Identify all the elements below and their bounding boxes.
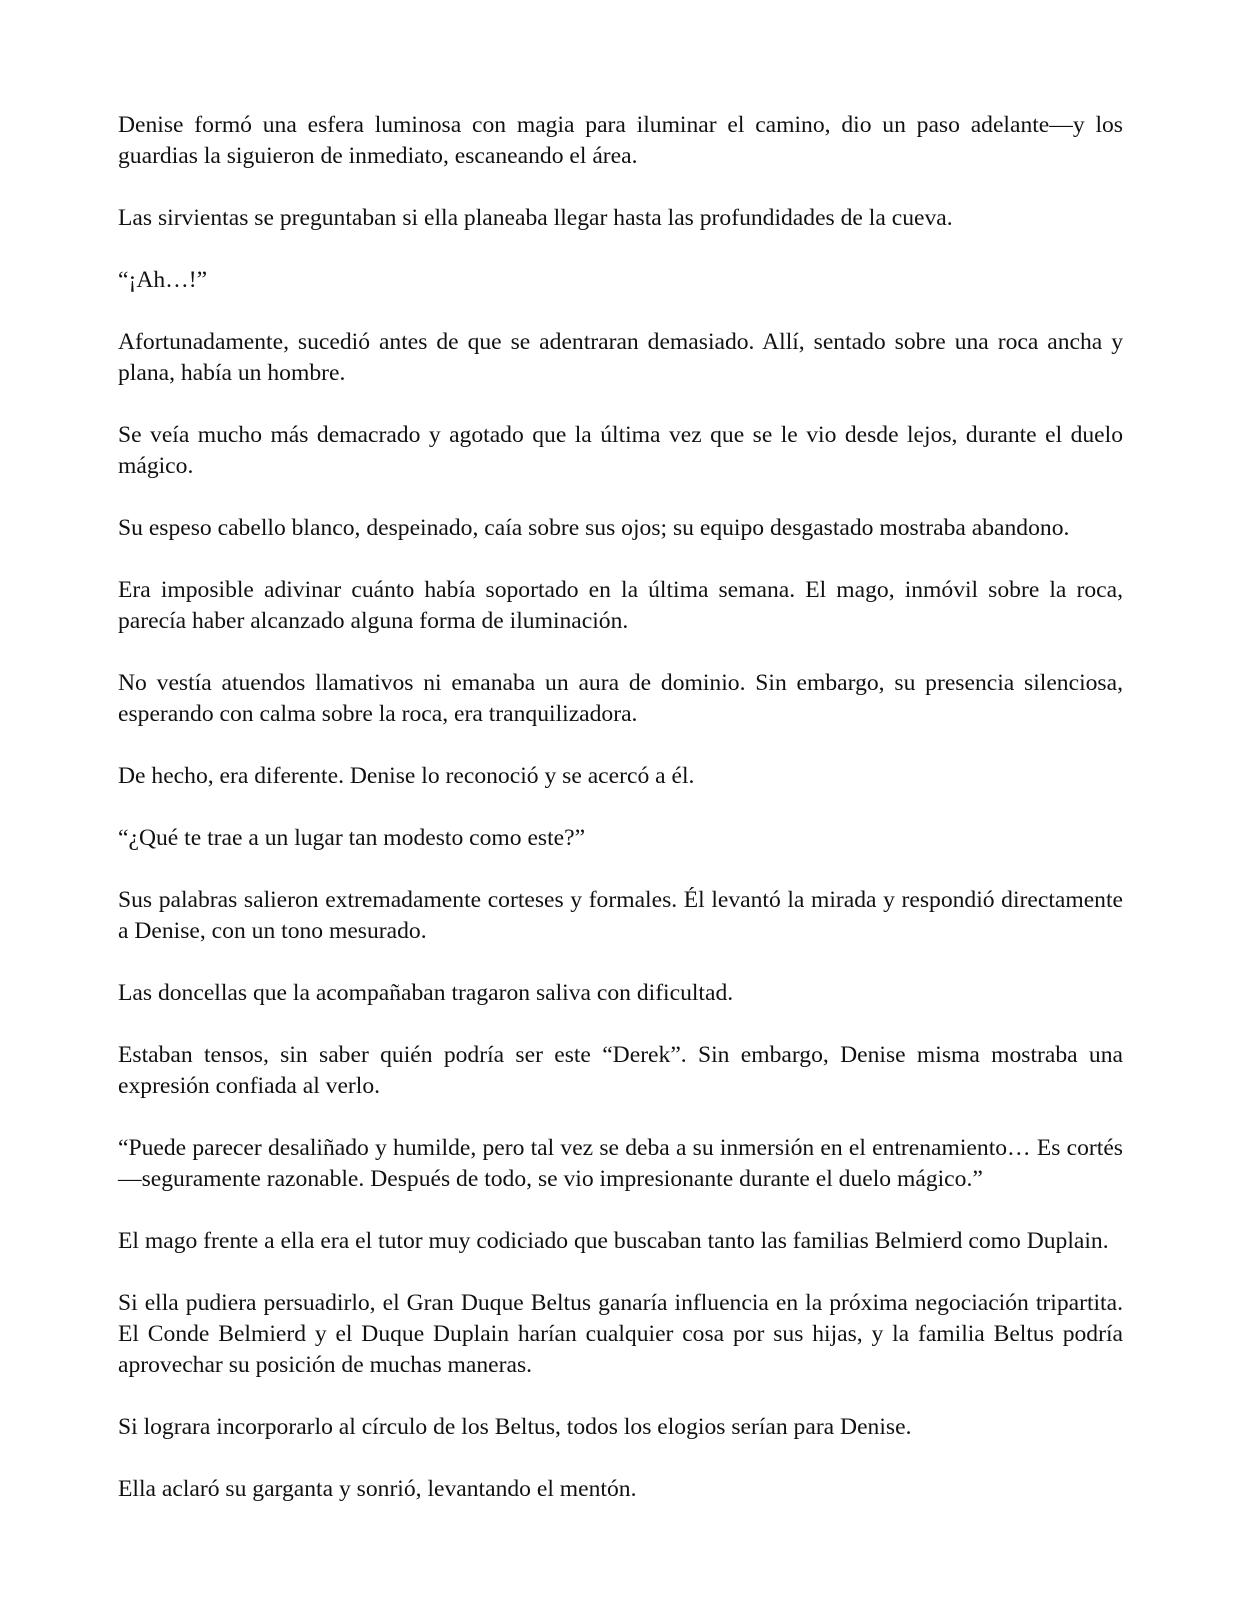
paragraph-5: Se veía mucho más demacrado y agotado que la última vez que se le vio desde lejos, durante el duelo mágico.	[118, 422, 1123, 479]
paragraph-1: Denise formó una esfera luminosa con magia para iluminar el camino, dio un paso adelante—y los guardias la siguieron de inmediato, escaneando el área.	[118, 112, 1123, 169]
paragraph-13: Estaban tensos, sin saber quién podría ser este “Derek”. Sin embargo, Denise misma mostraba una expresión confiada al verlo.	[118, 1042, 1123, 1099]
paragraph-7: Era imposible adivinar cuánto había soportado en la última semana. El mago, inmóvil sobre la roca, parecía haber alcanzado alguna forma de iluminación.	[118, 577, 1123, 634]
paragraph-16: Si ella pudiera persuadirlo, el Gran Duque Beltus ganaría influencia en la próxima negociación tripartita. El Conde Belmierd y el Duque Duplain harían cualquier cosa por sus hijas, y la familia Beltus podría aprovechar su posición de muchas maneras.	[118, 1290, 1123, 1378]
paragraph-12: Las doncellas que la acompañaban tragaron saliva con dificultad.	[118, 980, 734, 1006]
paragraph-14: “Puede parecer desaliñado y humilde, pero tal vez se deba a su inmersión en el entrenamiento… Es cortés—seguramente razonable. Después de todo, se vio impresionante durante el duelo mágico.”	[118, 1135, 1123, 1192]
paragraph-18: Ella aclaró su garganta y sonrió, levantando el mentón.	[118, 1476, 637, 1502]
paragraph-6: Su espeso cabello blanco, despeinado, caía sobre sus ojos; su equipo desgastado mostraba abandono.	[118, 515, 1070, 541]
paragraph-4: Afortunadamente, sucedió antes de que se adentraran demasiado. Allí, sentado sobre una roca ancha y plana, había un hombre.	[118, 329, 1123, 386]
paragraph-9: De hecho, era diferente. Denise lo reconoció y se acercó a él.	[118, 763, 695, 789]
paragraph-10: “¿Qué te trae a un lugar tan modesto como este?”	[118, 825, 586, 851]
paragraph-3: “¡Ah…!”	[118, 267, 208, 293]
paragraph-11: Sus palabras salieron extremadamente corteses y formales. Él levantó la mirada y respondió directamente a Denise, con un tono mesurado.	[118, 887, 1123, 944]
paragraph-8: No vestía atuendos llamativos ni emanaba un aura de dominio. Sin embargo, su presencia silenciosa, esperando con calma sobre la roca, era tranquilizadora.	[118, 670, 1123, 727]
paragraph-2: Las sirvientas se preguntaban si ella planeaba llegar hasta las profundidades de la cueva.	[118, 205, 953, 231]
paragraph-15: El mago frente a ella era el tutor muy codiciado que buscaban tanto las familias Belmierd como Duplain.	[118, 1228, 1109, 1254]
body-text	[118, 110, 1123, 1505]
paragraph-17: Si lograra incorporarlo al círculo de los Beltus, todos los elogios serían para Denise.	[118, 1414, 912, 1440]
